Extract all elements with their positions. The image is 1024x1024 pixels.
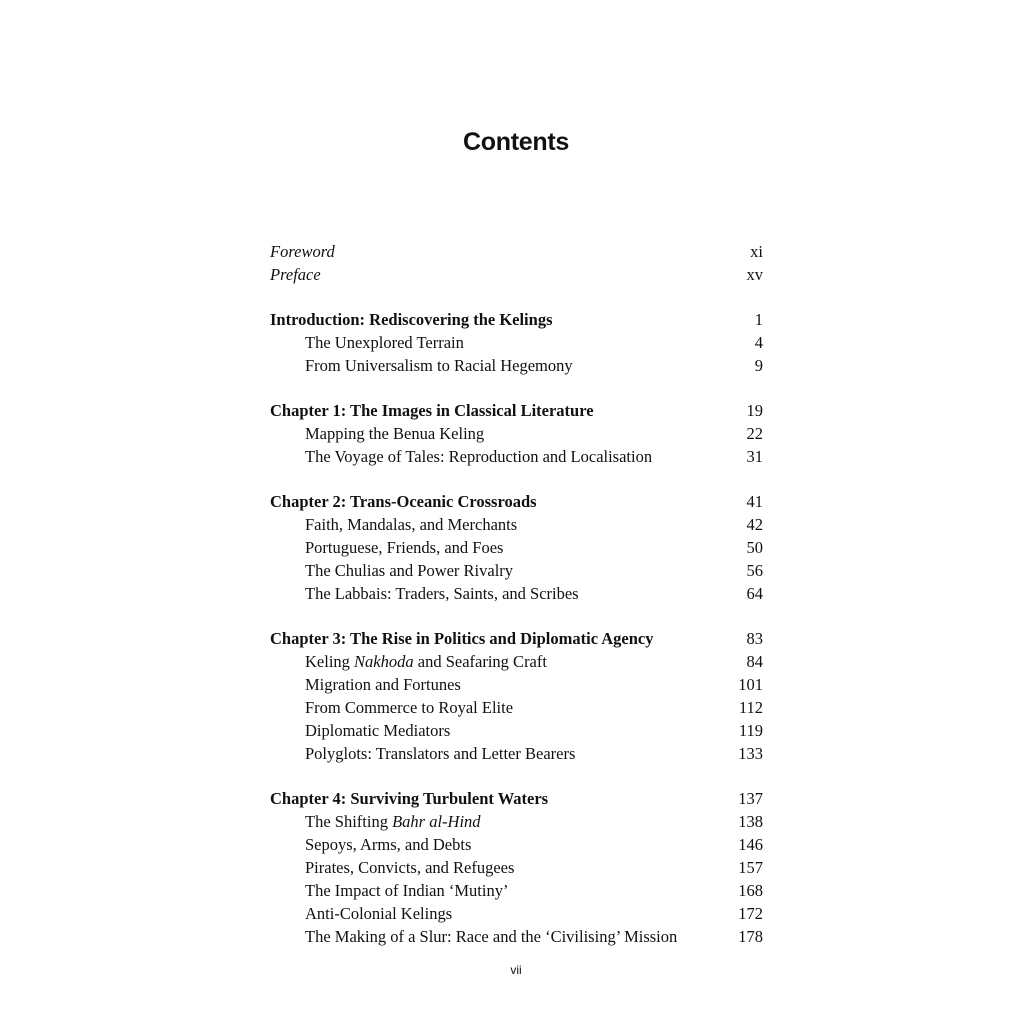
toc-entry-title [270,787,548,810]
toc-entry-title [270,308,553,331]
toc-entry-title [270,856,514,879]
toc-subsection-entry [270,331,763,354]
toc-section [270,399,763,468]
toc-entry-page-number: 56 [746,561,763,580]
toc-subsection-entry [270,925,763,948]
toc-entry-title [270,490,537,513]
toc-entry-title [270,742,575,765]
toc-subsection-entry [270,719,763,742]
toc-entry-page-number: 138 [738,812,763,831]
toc-entry-page-number: 133 [738,744,763,763]
toc-section [270,308,763,377]
toc-entry-title [270,650,547,673]
toc-entry-title-text: Keling [305,652,355,671]
toc-entry-title-text: From Commerce to Royal Elite [305,698,514,717]
toc-chapter-entry [270,399,763,422]
toc-entry-title-text: and Seafaring Craft [413,652,547,671]
toc-entry-page-number: 4 [754,333,763,352]
toc-entry-title-text: Migration and Fortunes [305,675,461,694]
toc-entry-title-text: Chapter 4: Surviving Turbulent Waters [270,789,549,808]
toc-entry-page-number: 178 [738,927,763,946]
toc-subsection-entry [270,650,763,673]
page-number: vii [510,963,522,977]
toc-entry-title [270,331,464,354]
toc-entry-page-number: 41 [746,492,763,511]
toc-entry-page-number: 22 [746,424,763,443]
toc-entry-page-number: 19 [746,401,763,420]
toc-entry-title-text: The Unexplored Terrain [305,333,464,352]
toc-entry-title-text: The Impact of Indian ‘Mutiny’ [305,881,509,900]
toc-entry-title [270,536,503,559]
toc-entry-title [270,925,677,948]
toc-subsection-entry [270,513,763,536]
toc-entry-title-text: Pirates, Convicts, and Refugees [305,858,515,877]
toc-entry-title [270,354,573,377]
toc-entry-title [270,879,508,902]
toc-entry-title-text: Chapter 2: Trans-Oceanic Crossroads [270,492,537,511]
toc-entry-page-number: xv [746,265,763,284]
toc-section [270,490,763,605]
toc-entry-page-number: 83 [746,629,763,648]
toc-subsection-entry [270,422,763,445]
toc-entry-title [270,559,513,582]
toc-entry-page-number: 31 [746,447,763,466]
toc-entry-page-number: 42 [746,515,763,534]
toc-subsection-entry [270,559,763,582]
toc-entry-title-text: The Shifting [305,812,393,831]
toc-entry-title-text: Preface [270,265,321,284]
toc-entry-title-text: Diplomatic Mediators [305,721,451,740]
toc-section [270,627,763,765]
toc-chapter-entry [270,627,763,650]
toc-entry-page-number: 1 [754,310,763,329]
toc-entry-title-text: The Voyage of Tales: Reproduction and Localisation [305,447,653,466]
toc-entry-title [270,445,652,468]
toc-entry-page-number: 146 [738,835,763,854]
toc-front-matter-entry [270,263,763,286]
toc-entry-title [270,263,321,286]
toc-entry-title-text: Portuguese, Friends, and Foes [305,538,504,557]
toc-subsection-entry [270,742,763,765]
toc-entry-title-italic: Nakhoda [354,652,414,671]
toc-entry-title-italic: Bahr al-Hind [392,812,481,831]
toc-entry-title [270,696,513,719]
toc-entry-title [270,719,450,742]
toc-subsection-entry [270,810,763,833]
toc-entry-title [270,833,471,856]
toc-entry-title-text: Anti-Colonial Kelings [305,904,453,923]
toc-subsection-entry [270,696,763,719]
toc-entry-page-number: 101 [738,675,763,694]
toc-entry-title [270,582,579,605]
table-of-contents [270,240,763,970]
toc-entry-title [270,673,461,696]
toc-section [270,787,763,948]
toc-entry-title [270,902,452,925]
toc-entry-title-text: From Universalism to Racial Hegemony [305,356,573,375]
toc-entry-title [270,422,484,445]
toc-subsection-entry [270,879,763,902]
toc-subsection-entry [270,673,763,696]
toc-subsection-entry [270,582,763,605]
toc-chapter-entry [270,490,763,513]
page-title: Contents [463,128,569,156]
toc-front-matter-entry [270,240,763,263]
toc-entry-title-text: The Making of a Slur: Race and the ‘Civilising’ Mission [305,927,678,946]
toc-entry-title-text: Chapter 1: The Images in Classical Literature [270,401,594,420]
toc-entry-page-number: 137 [738,789,763,808]
toc-entry-title [270,399,594,422]
toc-entry-page-number: 157 [738,858,763,877]
toc-entry-title-text: Foreword [270,242,335,261]
toc-chapter-entry [270,787,763,810]
toc-entry-page-number: 112 [738,698,763,717]
toc-subsection-entry [270,354,763,377]
toc-entry-title-text: Polyglots: Translators and Letter Bearers [305,744,576,763]
toc-entry-title-text: Introduction: Rediscovering the Kelings [270,310,553,329]
toc-entry-title-text: Mapping the Benua Keling [305,424,485,443]
toc-entry-page-number: 119 [738,721,763,740]
toc-chapter-entry [270,308,763,331]
toc-entry-page-number: 84 [746,652,763,671]
toc-entry-title [270,627,653,650]
toc-subsection-entry [270,445,763,468]
toc-entry-title-text: Sepoys, Arms, and Debts [305,835,472,854]
toc-entry-page-number: 172 [738,904,763,923]
toc-entry-page-number: 168 [738,881,763,900]
toc-subsection-entry [270,833,763,856]
toc-entry-title-text: Faith, Mandalas, and Merchants [305,515,518,534]
toc-subsection-entry [270,902,763,925]
toc-entry-title [270,240,335,263]
toc-subsection-entry [270,856,763,879]
toc-entry-title-text: The Chulias and Power Rivalry [305,561,514,580]
toc-entry-page-number: 64 [746,584,763,603]
toc-subsection-entry [270,536,763,559]
toc-entry-title [270,810,481,833]
toc-entry-page-number: 9 [754,356,763,375]
toc-entry-title-text: Chapter 3: The Rise in Politics and Diplomatic Agency [270,629,654,648]
toc-entry-title [270,513,517,536]
toc-entry-page-number: 50 [746,538,763,557]
toc-entry-page-number: xi [750,242,763,261]
toc-entry-title-text: The Labbais: Traders, Saints, and Scribes [305,584,579,603]
toc-section [270,240,763,286]
